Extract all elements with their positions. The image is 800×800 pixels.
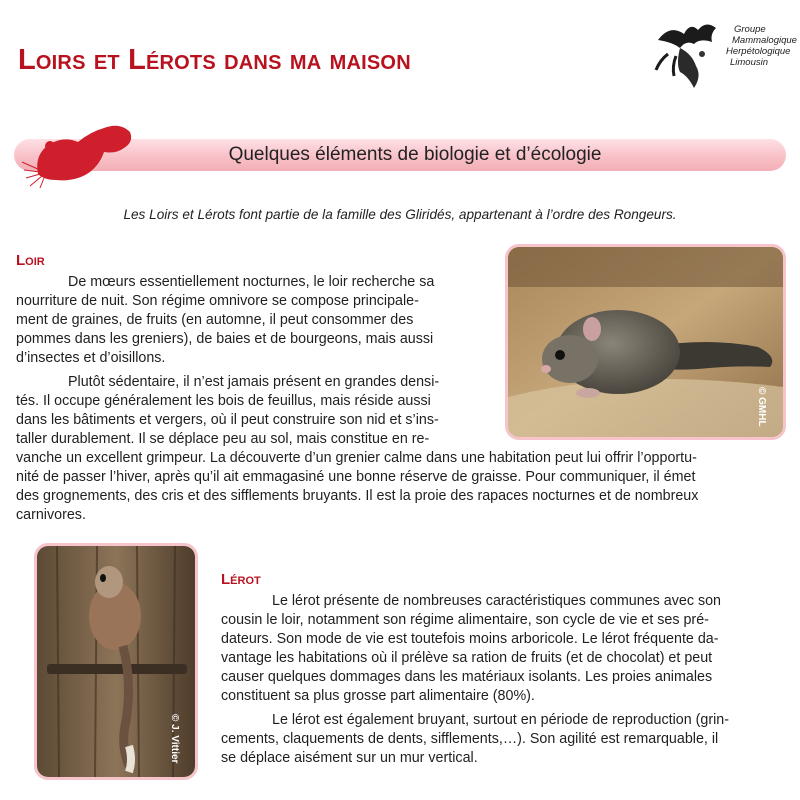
text-line: pommes dans les greniers), de baies et de bourgeons, mais aussi	[16, 331, 434, 347]
section-heading-lerot: Lérot	[221, 571, 261, 588]
photo-credit: © GMHL	[756, 387, 767, 427]
text-line: causer quelques dommages dans les matériaux isolants. Les proies animales	[221, 669, 713, 685]
text-line: vantage les habitations où il prélève sa ration de fruits (et de chocolat) et peut	[221, 650, 713, 666]
text-line: De mœurs essentiellement nocturnes, le loir recherche sa	[68, 274, 435, 290]
text-line: constituent sa plus grosse part alimentaire (80%).	[221, 688, 535, 704]
text-line: tés. Il occupe généralement les bois de feuillus, mais réside aussi	[16, 393, 431, 409]
text-line: d’insectes et d’oisillons.	[16, 350, 166, 366]
loir-photo	[505, 244, 786, 440]
text-line: cousin le loir, notamment son régime alimentaire, son cycle de vie et ses pré-	[221, 612, 709, 628]
intro-text: Les Loirs et Lérots font partie de la famille des Gliridés, appartenant à l’ordre des Rongeurs.	[123, 207, 677, 222]
text-line: Le lérot est également bruyant, surtout en période de reproduction (grin-	[272, 712, 729, 728]
logo-text: Groupe Mammalogique Herpétologique Limousin	[726, 24, 797, 68]
page-title: Loirs et Lérots dans ma maison	[18, 44, 411, 76]
text-line: carnivores.	[16, 507, 86, 523]
lerot-photo	[34, 543, 198, 780]
bat-salamander-icon	[650, 14, 732, 96]
text-line: Plutôt sédentaire, il n’est jamais présent en grandes densi-	[68, 374, 440, 390]
text-line: nourriture de nuit. Son régime omnivore se compose principale-	[16, 293, 419, 309]
gmhl-logo	[650, 14, 800, 96]
text-line: dans les bâtiments et vergers, où il peut construire son nid et s’ins-	[16, 412, 439, 428]
photo-credit: © J. Vittier	[169, 714, 180, 764]
banner-title: Quelques éléments de biologie et d’écologie	[228, 144, 602, 165]
text-line: Le lérot présente de nombreuses caractéristiques communes avec son	[272, 593, 721, 609]
text-line: des grognements, des cris et des sifflements bruyants. Il est la proie des rapaces nocturnes et de nombreux	[16, 488, 699, 504]
text-line: cements, claquements de dents, sifflements,…). Son agilité est remarquable, il	[221, 731, 719, 747]
section-heading-loir: Loir	[16, 252, 45, 269]
dormouse-silhouette-icon	[20, 112, 138, 190]
text-line: taller durablement. Il se déplace peu au sol, mais constitue en re-	[16, 431, 430, 447]
text-line: nité de passer l’hiver, après qu’il ait emmagasiné une bonne réserve de graisse. Pour communiquer, il émet	[16, 469, 696, 485]
text-line: se déplace aisément sur un mur vertical.	[221, 750, 478, 766]
text-line: vanche un excellent grimpeur. La découverte d’un grenier calme dans une habitation peut lui offrir l’opportu-	[16, 450, 697, 466]
text-line: dateurs. Son mode de vie est toutefois moins arboricole. Le lérot fréquente da-	[221, 631, 719, 647]
text-line: ment de graines, de fruits (en automne, il peut consommer des	[16, 312, 414, 328]
